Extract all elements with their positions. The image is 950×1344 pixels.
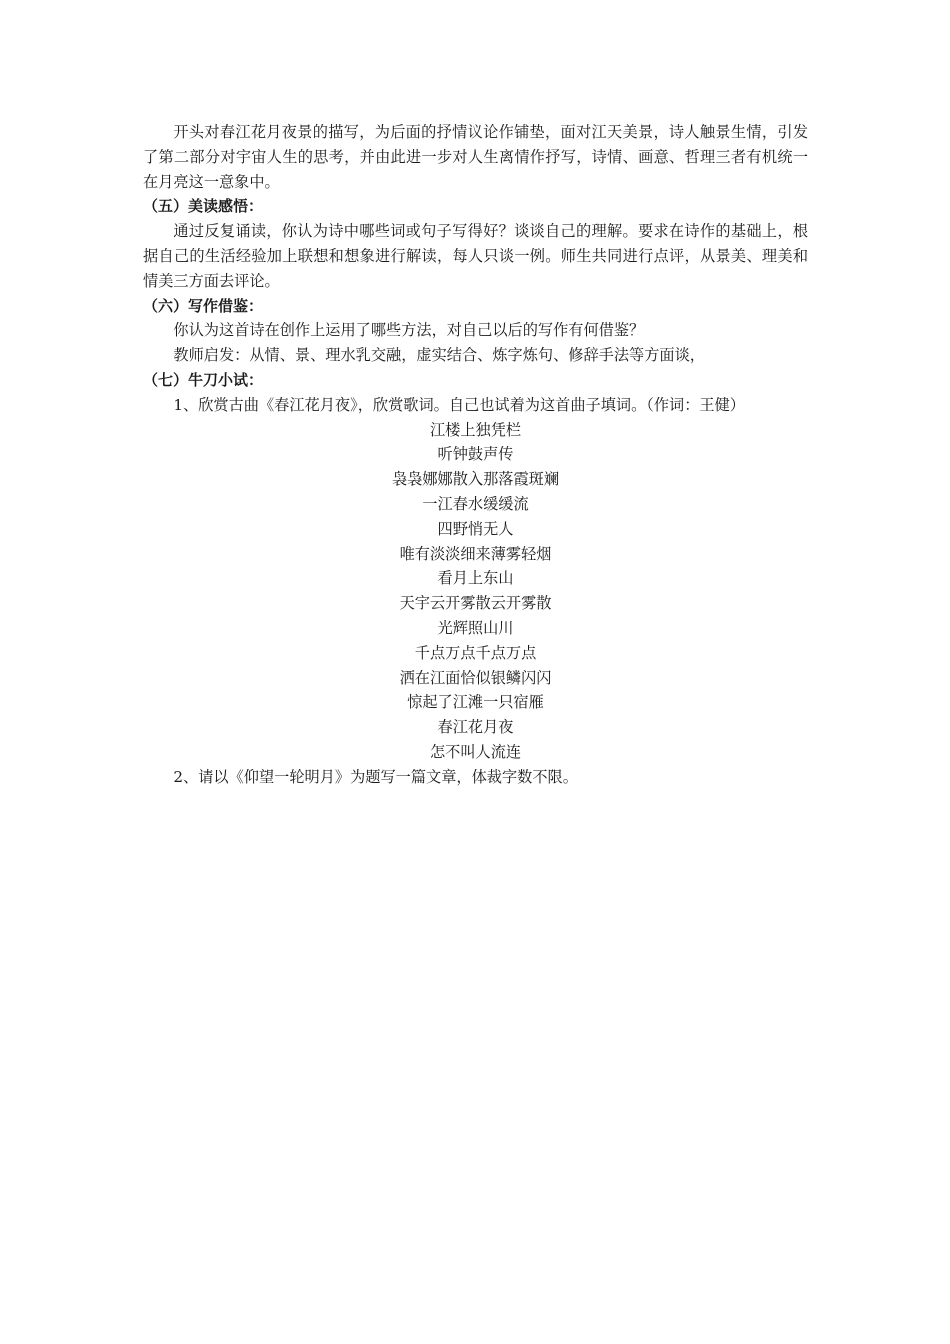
lyric-line: 春江花月夜 [437,718,514,737]
intro-paragraph: 开头对春江花月夜景的描写，为后面的抒情议论作铺垫，面对江天美景，诗人触景生情，引发了第二部分对宇宙人生的思考，并由此进一步对人生离情作抒写，诗情、画意、哲理三者有机统一在月亮这一意象中。 [143,123,808,191]
lyric-line: 洒在江面恰似银鳞闪闪 [399,668,552,687]
lyric-line: 唯有淡淡细来薄雾轻烟 [399,544,552,563]
section-heading-practice: （七）牛刀小试： [143,370,264,389]
lyric-line: 怎不叫人流连 [429,742,522,761]
lyrics-list [143,418,808,765]
section-heading-reading: （五）美读感悟： [143,197,264,216]
practice-task-1: 1、欣赏古曲《春江花月夜》，欣赏歌词。自己也试着为这首曲子填词。（作词：王健） [173,395,745,414]
lyric-line: 四野悄无人 [437,519,514,538]
document-page [143,120,808,790]
lyric-line: 看月上东山 [437,569,514,588]
writing-question: 你认为这首诗在创作上运用了哪些方法，对自己以后的写作有何借鉴？ [173,321,645,340]
reading-paragraph: 通过反复诵读，你认为诗中哪些词或句子写得好？谈谈自己的理解。要求在诗作的基础上，根据自己的生活经验加上联想和想象进行解读，每人只谈一例。师生共同进行点评，从景美、理美和情美三方面去评论。 [143,222,808,290]
lyric-line: 千点万点千点万点 [414,643,537,662]
lyric-line: 一江春水缓缓流 [422,494,529,513]
teacher-hint: 教师启发：从情、景、理水乳交融，虚实结合、炼字炼句、修辞手法等方面谈， [173,346,705,365]
lyric-line: 袅袅娜娜散入那落霞斑斓 [391,470,560,489]
section-heading-writing: （六）写作借鉴： [143,296,264,315]
lyric-line: 听钟鼓声传 [437,445,514,464]
lyric-line: 光辉照山川 [437,618,514,637]
lyric-line: 天宇云开雾散云开雾散 [399,594,552,613]
practice-task-2: 2、请以《仰望一轮明月》为题写一篇文章，体裁字数不限。 [173,767,578,786]
lyric-line: 惊起了江滩一只宿雁 [407,693,544,712]
lyric-line: 江楼上独凭栏 [429,420,522,439]
